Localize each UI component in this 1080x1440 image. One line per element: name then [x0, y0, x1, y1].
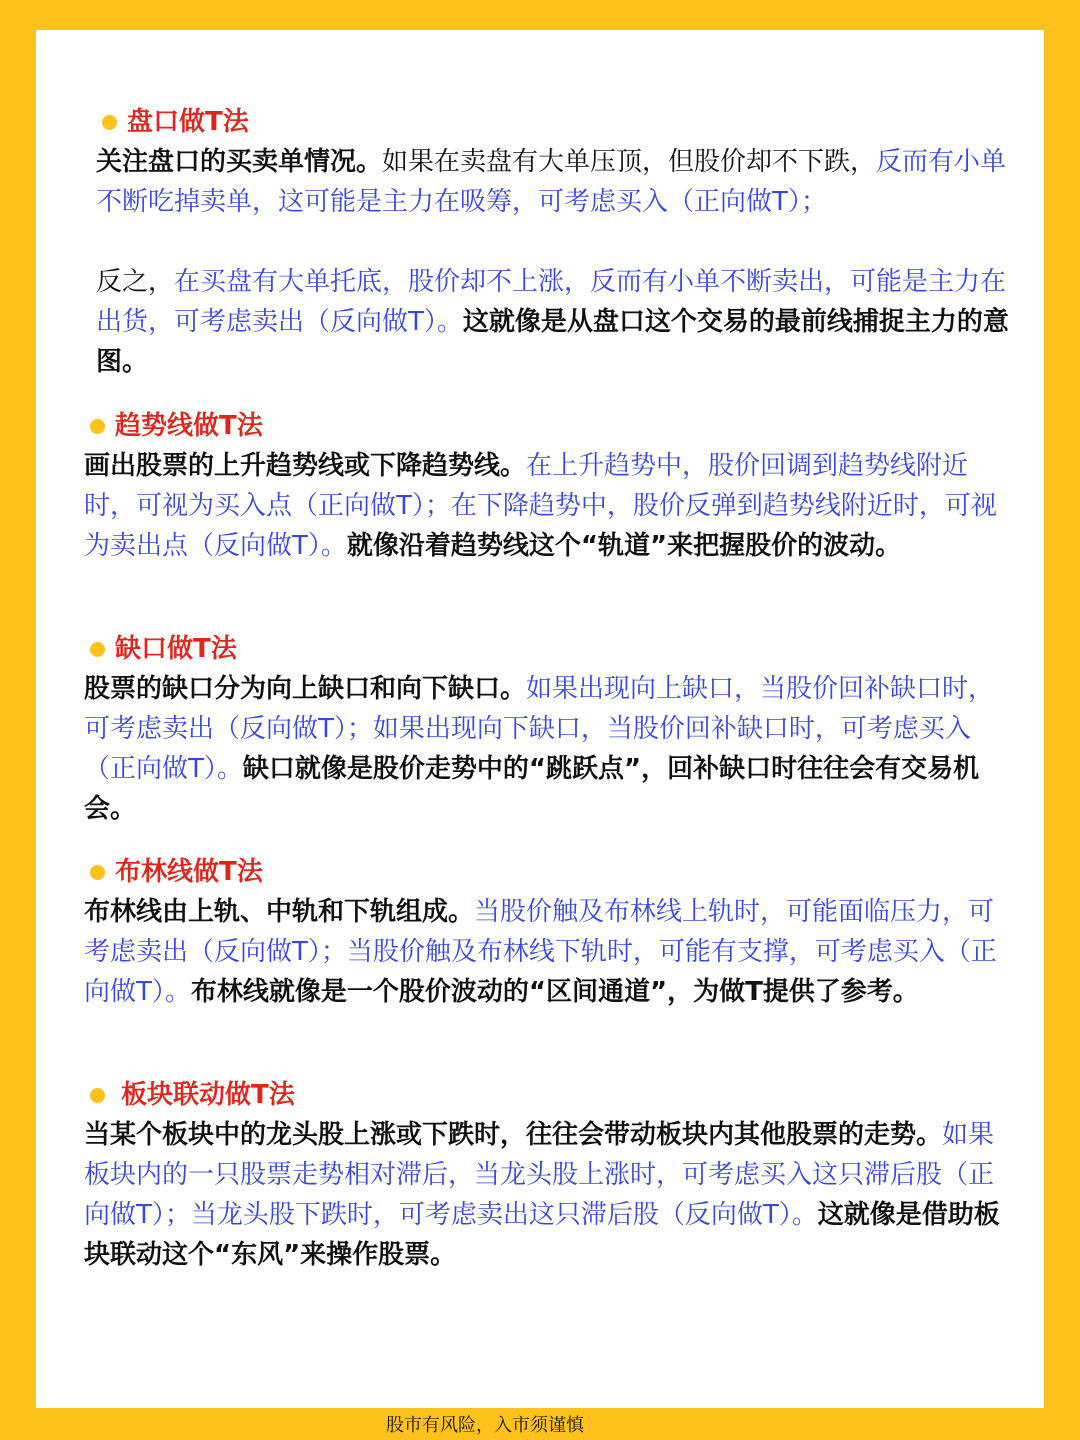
- section-heading: [84, 1075, 1004, 1115]
- highlight-text: 在买盘有大单托底，股价却不上涨，反而有小单不断卖出，可能是主力在出货，可考虑卖出（反向做T）。: [96, 267, 1007, 337]
- section-trendline: [84, 406, 1004, 566]
- highlight-text: 反而有小单不断吃掉卖单，这可能是主力在吸筹，可考虑买入（正向做T）；: [96, 147, 1007, 217]
- bullet-dot-icon: [90, 642, 105, 657]
- normal-text: 反之，: [96, 267, 175, 297]
- section-gap: [84, 629, 1004, 829]
- section-heading: [84, 852, 1004, 892]
- bold-text: 缺口就像是股价走势中的“跳跃点”，回补缺口时往往会有交易机会。: [84, 754, 980, 824]
- bold-text: 布林线由上轨、中轨和下轨组成。: [84, 897, 475, 927]
- bold-text: 这就像是从盘口这个交易的最前线捕捉主力的意图。: [96, 307, 1009, 377]
- highlight-text: 如果板块内的一只股票走势相对滞后，当龙头股上涨时，可考虑买入这只滞后股（正向做T）；当龙头股下跌时，可考虑卖出这只滞后股（反向做T）。: [84, 1120, 995, 1230]
- bold-text: 关注盘口的买卖单情况。: [96, 147, 383, 177]
- section-heading: [84, 406, 1004, 446]
- section-heading: [96, 102, 1016, 142]
- highlight-text: 在上升趋势中，股价回调到趋势线附近时，可视为买入点（正向做T）；在下降趋势中，股价反弹到趋势线附近时，可视为卖出点（反向做T）。: [84, 451, 997, 561]
- bold-text: 当某个板块中的龙头股上涨或下跌时，往往会带动板块内其他股票的走势。: [84, 1120, 943, 1150]
- section-paragraph: [84, 669, 1004, 829]
- section-title: 趋势线做T法: [115, 411, 263, 441]
- bold-text: 股票的缺口分为向上缺口和向下缺口。: [84, 674, 527, 704]
- bullet-dot-icon: [90, 1088, 105, 1103]
- bold-text: 画出股票的上升趋势线或下降趋势线。: [84, 451, 527, 481]
- section-title: 板块联动做T法: [121, 1080, 295, 1110]
- section-paragraph: [96, 142, 1016, 222]
- section-paragraph: [96, 262, 1016, 382]
- section-pankou: [96, 102, 1016, 382]
- section-title: 布林线做T法: [115, 857, 263, 887]
- bullet-dot-icon: [90, 419, 105, 434]
- section-paragraph: [84, 1115, 1004, 1275]
- section-title: 缺口做T法: [115, 634, 237, 664]
- highlight-text: 如果出现向上缺口，当股价回补缺口时，可考虑卖出（反向做T）；如果出现向下缺口，当股价回补缺口时，可考虑买入（正向做T）。: [84, 674, 995, 784]
- bold-text: 布林线就像是一个股价波动的“区间通道”，为做T提供了参考。: [190, 977, 919, 1007]
- normal-text: 如果在卖盘有大单压顶，但股价却不下跌，: [382, 147, 877, 177]
- section-bollinger: [84, 852, 1004, 1012]
- section-heading: [84, 629, 1004, 669]
- bold-text: 这就像是借助板块联动这个“东风”来操作股票。: [84, 1200, 1000, 1270]
- bullet-dot-icon: [102, 115, 117, 130]
- section-title: 盘口做T法: [127, 107, 249, 137]
- section-paragraph: [84, 446, 1004, 566]
- section-paragraph: [84, 892, 1004, 1012]
- footer-text: 股市有风险，入市须谨慎: [386, 1415, 584, 1436]
- risk-disclaimer: [0, 1412, 1080, 1440]
- bold-text: 就像沿着趋势线这个“轨道”来把握股价的波动。: [346, 531, 902, 561]
- bullet-dot-icon: [90, 865, 105, 880]
- highlight-text: 当股价触及布林线上轨时，可能面临压力，可考虑卖出（反向做T）；当股价触及布林线下轨时，可能有支撑，可考虑买入（正向做T）。: [84, 897, 997, 1007]
- section-sector: [84, 1075, 1004, 1275]
